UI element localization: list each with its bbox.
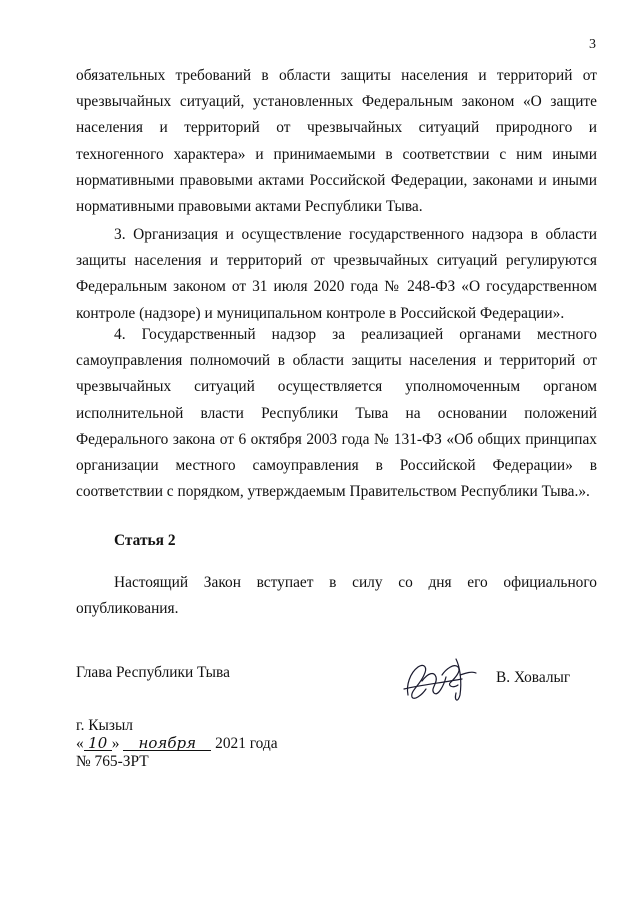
date-year: 2021 года xyxy=(215,735,278,752)
paragraph-item-3: 3. Организация и осуществление государственного надзора в области защиты населения и территорий от чрезвычайных ситуаций регулируются Федеральным законом от 31 июля 2020 года № 248-ФЗ «О государственном контроле (надзоре) и муниципальном контроле в Российской Федерации». xyxy=(76,226,597,322)
date-close-quote: » xyxy=(111,735,120,752)
signature-role: Глава Республики Тыва xyxy=(76,664,230,681)
date-open-quote: « xyxy=(76,735,84,752)
paragraph-item-4: 4. Государственный надзор за реализацией органами местного самоуправления полномочий в области защиты населения и территорий от чрезвычайных ситуаций осуществляется уполномоченным органом исполнительной власти Республики Тыва на основании положений Федерального закона от 6 октября 2003 года № 131-ФЗ «Об общих принципах организации местного самоуправления в Российской Федерации» в соответствии с порядком, утверждаемым Правительством Республики Тыва.». xyxy=(76,326,597,501)
page-number: 3 xyxy=(589,37,596,52)
footer-city: г. Кызыл xyxy=(76,717,133,734)
footer-date xyxy=(76,735,278,752)
article-text: Настоящий Закон вступает в силу со дня его официального опубликования. xyxy=(76,574,597,618)
paragraph-continuation: обязательных требований в области защиты населения и территорий от чрезвычайных ситуаций, установленных Федеральным законом «О защите населения и территорий от чрезвычайных ситуаций природного и техногенного характера» и принимаемыми в соответствии с ним иными нормативными правовыми актами Российской Федерации, законами и иными нормативными правовыми актами Республики Тыва. xyxy=(76,67,597,216)
law-number: № 765-ЗРТ xyxy=(76,753,149,770)
date-day: 10 xyxy=(84,736,112,751)
handwritten-signature xyxy=(400,645,480,707)
article-title: Статья 2 xyxy=(114,532,176,549)
date-month: ноября xyxy=(123,736,211,751)
signatory-name: В. Ховалыг xyxy=(496,669,571,686)
